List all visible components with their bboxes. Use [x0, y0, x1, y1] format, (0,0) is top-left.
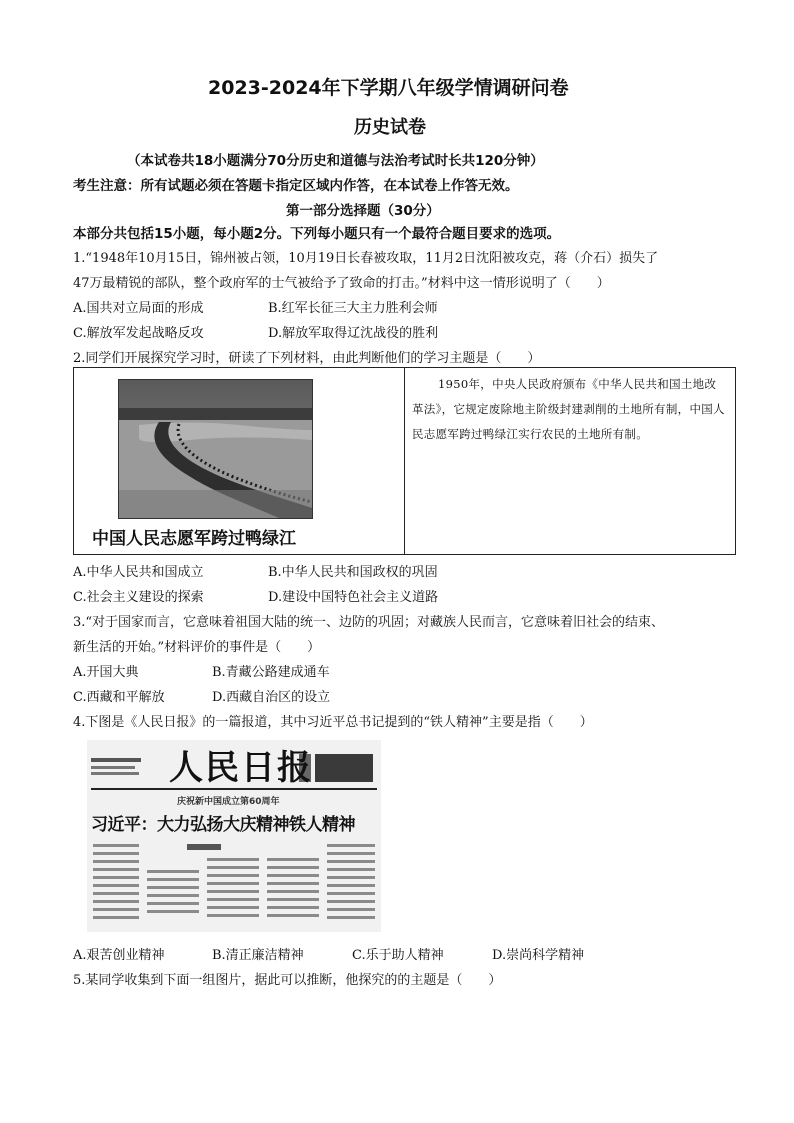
q1-option-c[interactable]: C.解放军发起战略反攻 — [73, 326, 204, 341]
part1-instruction: 本部分共包括15小题，每小题2分。下列每小题只有一个最符合题目要求的选项。 — [73, 226, 561, 242]
q3-option-b[interactable]: B.青藏公路建成通车 — [212, 665, 330, 680]
q2-table-divider — [404, 367, 405, 555]
q4-option-a[interactable]: A.艰苦创业精神 — [73, 948, 165, 963]
q4-option-c[interactable]: C.乐于助人精神 — [352, 948, 444, 963]
exam-attention: 考生注意：所有试题必须在答题卡指定区域内作答，在本试卷上作答无效。 — [73, 178, 519, 194]
newspaper-clipping — [87, 740, 381, 932]
newspaper-headline: 习近平：大力弘扬大庆精神铁人精神 — [91, 815, 355, 835]
q2-option-b[interactable]: B.中华人民共和国政权的巩固 — [268, 565, 438, 580]
q2-stem: 2.同学们开展探究学习时，研读了下列材料，由此判断他们的学习主题是（ ） — [73, 351, 541, 366]
q1-option-d[interactable]: D.解放军取得辽沈战役的胜利 — [268, 326, 439, 341]
q4-option-b[interactable]: B.清正廉洁精神 — [212, 948, 304, 963]
q3-option-a[interactable]: A.开国大典 — [73, 665, 139, 680]
part1-heading: 第一部分选择题（30分） — [286, 203, 440, 219]
q3-option-d[interactable]: D.西藏自治区的设立 — [212, 690, 331, 705]
q5-stem: 5.某同学收集到下面一组图片，据此可以推断，他探究的的主题是（ ） — [73, 973, 502, 988]
exam-note: （本试卷共18小题满分70分历史和道德与法治考试时长共120分钟） — [127, 153, 544, 169]
q3-stem-line1: 3.“对于国家而言，它意味着祖国大陆的统一、边防的巩固；对藏族人民而言，它意味着旧社会的结束、 — [73, 615, 665, 630]
q1-stem-line1: 1.“1948年10月15日，锦州被占领，10月19日长春被攻取，11月2日沈阳被攻克，蒋（介石）损失了 — [73, 251, 659, 266]
photo-caption: 中国人民志愿军跨过鸭绿江 — [92, 529, 296, 549]
q1-option-b[interactable]: B.红军长征三大主力胜利会师 — [268, 301, 438, 316]
q2-option-d[interactable]: D.建设中国特色社会主义道路 — [268, 590, 439, 605]
q2-option-c[interactable]: C.社会主义建设的探索 — [73, 590, 204, 605]
q2-option-a[interactable]: A.中华人民共和国成立 — [73, 565, 204, 580]
yalu-river-illustration — [119, 380, 312, 518]
newspaper-kicker: 庆祝新中国成立第60周年 — [177, 797, 280, 807]
q2-material-text: 1950年，中央人民政府颁布《中华人民共和国土地改革法》，它规定废除地主阶级封建剥削的土地所有制，中国人民志愿军跨过鸭绿江实行农民的土地所有制。 — [412, 377, 725, 441]
newspaper-masthead: 人民日报 — [169, 748, 313, 788]
exam-title: 2023-2024年下学期八年级学情调研问卷 — [208, 77, 569, 99]
exam-subtitle: 历史试卷 — [354, 117, 426, 138]
q3-stem-line2: 新生活的开始。”材料评价的事件是（ ） — [73, 640, 321, 655]
q1-option-a[interactable]: A.国共对立局面的形成 — [73, 301, 204, 316]
q4-option-d[interactable]: D.崇尚科学精神 — [492, 948, 585, 963]
q1-stem-line2: 47万最精锐的部队，整个政府军的士气被给予了致命的打击。”材料中这一情形说明了（ ） — [73, 276, 610, 291]
q4-stem: 4.下图是《人民日报》的一篇报道，其中习近平总书记提到的“铁人精神”主要是指（ ） — [73, 715, 593, 730]
yalu-river-photo — [118, 379, 313, 519]
q3-option-c[interactable]: C.西藏和平解放 — [73, 690, 165, 705]
